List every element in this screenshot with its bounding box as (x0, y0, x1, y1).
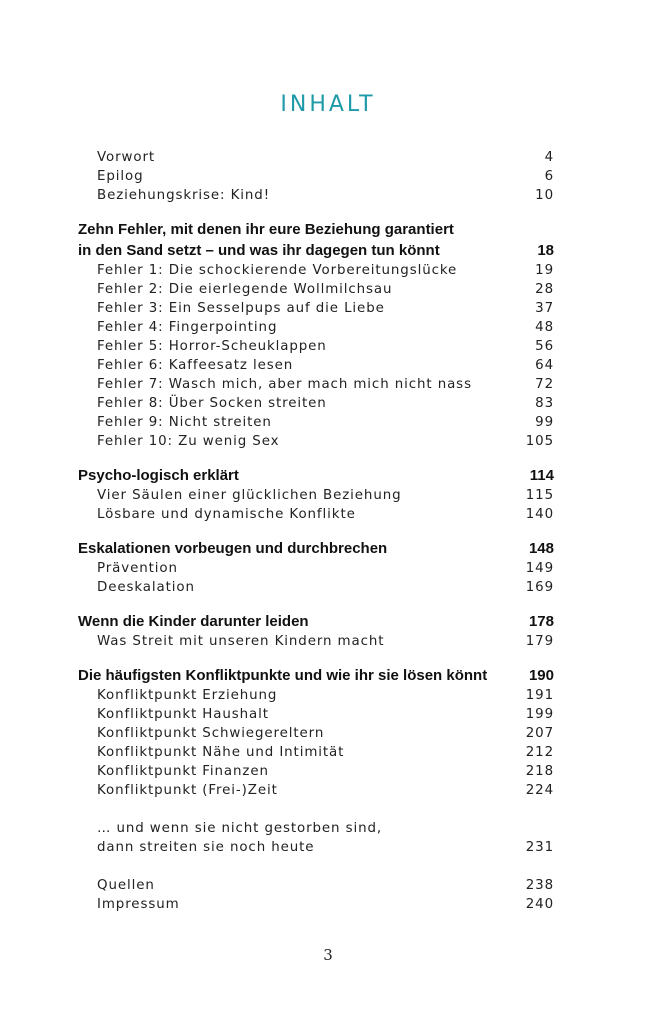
toc-entry-title: Beziehungskrise: Kind! (97, 188, 270, 203)
toc-entry-title: dann streiten sie noch heute (97, 840, 315, 855)
toc-entry-page: 115 (525, 488, 554, 503)
toc-entry (97, 840, 554, 855)
toc-entry-page: 238 (525, 878, 554, 893)
toc-entry-title: Konfliktpunkt Erziehung (97, 688, 278, 703)
toc-entry (97, 688, 554, 703)
toc-entry-page: 218 (525, 764, 554, 779)
toc-entry-page: 4 (544, 150, 554, 165)
toc-entry-title: Fehler 10: Zu wenig Sex (97, 434, 280, 449)
toc-entry-page: 207 (525, 726, 554, 741)
toc-entry (97, 580, 554, 595)
toc-entry-page: 191 (525, 688, 554, 703)
toc-entry (97, 488, 554, 503)
toc-entry-title: Epilog (97, 169, 144, 184)
toc-entry-page: 224 (525, 783, 554, 798)
toc-entry (97, 764, 554, 779)
toc-entry-title: Zehn Fehler, mit denen ihr eure Beziehung garantiert (78, 221, 454, 238)
toc-entry-title: Konfliktpunkt Haushalt (97, 707, 269, 722)
toc-entry-page: 190 (528, 667, 554, 684)
toc-entry-page: 114 (529, 467, 554, 484)
toc-entry-title: Vorwort (97, 150, 156, 165)
toc-entry (97, 396, 554, 411)
toc-entry-page: 18 (537, 242, 554, 259)
toc-entry-title: Fehler 4: Fingerpointing (97, 320, 278, 335)
toc-entry-page: 240 (525, 897, 554, 912)
toc-entry (97, 634, 554, 649)
toc-entry-title: Konfliktpunkt Nähe und Intimität (97, 745, 345, 760)
toc-entry-page: 105 (525, 434, 554, 449)
toc-entry-page: 48 (535, 320, 554, 335)
toc-entry (97, 897, 554, 912)
toc-entry-title: Prävention (97, 561, 178, 576)
toc-entry (97, 377, 554, 392)
toc-entry-page: 231 (525, 840, 554, 855)
page-title: INHALT (280, 92, 376, 117)
toc-entry-title: Fehler 2: Die eierlegende Wollmilchsau (97, 282, 393, 297)
toc-entry-title: Lösbare und dynamische Konflikte (97, 507, 356, 522)
toc-entry-title: in den Sand setzt – und was ihr dagegen tun könnt (78, 242, 440, 259)
toc-section-heading (78, 467, 554, 484)
toc-entry-page: 28 (535, 282, 554, 297)
toc-entry-page: 37 (535, 301, 554, 316)
toc-entry-title: Fehler 3: Ein Sesselpups auf die Liebe (97, 301, 385, 316)
page-number: 3 (323, 946, 333, 964)
toc-entry (97, 339, 554, 354)
toc-section-heading (78, 540, 554, 557)
toc-entry (97, 169, 554, 184)
toc-entry-page: 178 (528, 613, 554, 630)
toc-entry-title: Fehler 8: Über Socken streiten (97, 396, 327, 411)
toc-entry (97, 745, 554, 760)
toc-entry-page: 72 (535, 377, 554, 392)
toc-entry (97, 783, 554, 798)
toc-entry (97, 282, 554, 297)
toc-entry-page: 199 (525, 707, 554, 722)
toc-entry-title: Quellen (97, 878, 155, 893)
toc-entry-page: 140 (525, 507, 554, 522)
toc-entry (97, 507, 554, 522)
toc-entry-title: Konfliktpunkt Finanzen (97, 764, 269, 779)
toc-entry (97, 415, 554, 430)
toc-entry-page: 19 (535, 263, 554, 278)
toc-entry-page: 148 (528, 540, 554, 557)
toc-entry-title: Deeskalation (97, 580, 195, 595)
toc-entry (97, 821, 554, 836)
toc-entry-page: 6 (544, 169, 554, 184)
toc-entry-page: 212 (525, 745, 554, 760)
toc-entry-title: Fehler 6: Kaffeesatz lesen (97, 358, 294, 373)
toc-entry-title: Psycho-logisch erklärt (78, 467, 239, 484)
toc-entry-title: Was Streit mit unseren Kindern macht (97, 634, 385, 649)
toc-section-heading (78, 667, 554, 684)
toc-entry-title: Eskalationen vorbeugen und durchbrechen (78, 540, 388, 557)
toc-entry-page: 56 (535, 339, 554, 354)
toc-entry-title: Konfliktpunkt Schwiegereltern (97, 726, 325, 741)
toc-entry (97, 561, 554, 576)
toc-entry (97, 707, 554, 722)
toc-entry-title: Fehler 7: Wasch mich, aber mach mich nicht nass (97, 377, 472, 392)
toc-entry-page: 10 (535, 188, 554, 203)
toc-entry (97, 301, 554, 316)
toc-section-heading (78, 613, 554, 630)
toc-entry-title: … und wenn sie nicht gestorben sind, (97, 821, 383, 836)
toc-entry (97, 188, 554, 203)
toc-entry-title: Vier Säulen einer glücklichen Beziehung (97, 488, 402, 503)
toc-entry-title: Die häufigsten Konfliktpunkte und wie ihr sie lösen könnt (78, 667, 488, 684)
toc-entry-title: Fehler 5: Horror-Scheuklappen (97, 339, 327, 354)
toc-entry-page: 179 (525, 634, 554, 649)
toc-entry (97, 150, 554, 165)
toc-entry (97, 878, 554, 893)
toc-entry-page: 169 (525, 580, 554, 595)
toc-entry-page: 99 (535, 415, 554, 430)
toc-section-heading (78, 242, 554, 259)
toc-entry-title: Wenn die Kinder darunter leiden (78, 613, 309, 630)
toc-entry-title: Impressum (97, 897, 180, 912)
toc-entry-title: Konfliktpunkt (Frei-)Zeit (97, 783, 278, 798)
toc-entry-page: 83 (535, 396, 554, 411)
toc-entry (97, 726, 554, 741)
toc-entry-page: 149 (525, 561, 554, 576)
toc-entry (97, 358, 554, 373)
toc-entry-title: Fehler 9: Nicht streiten (97, 415, 272, 430)
toc-section-heading (78, 221, 554, 238)
toc-entry-title: Fehler 1: Die schockierende Vorbereitungslücke (97, 263, 458, 278)
toc-entry (97, 434, 554, 449)
toc-entry-page: 64 (535, 358, 554, 373)
toc-entry (97, 263, 554, 278)
toc-entry (97, 320, 554, 335)
